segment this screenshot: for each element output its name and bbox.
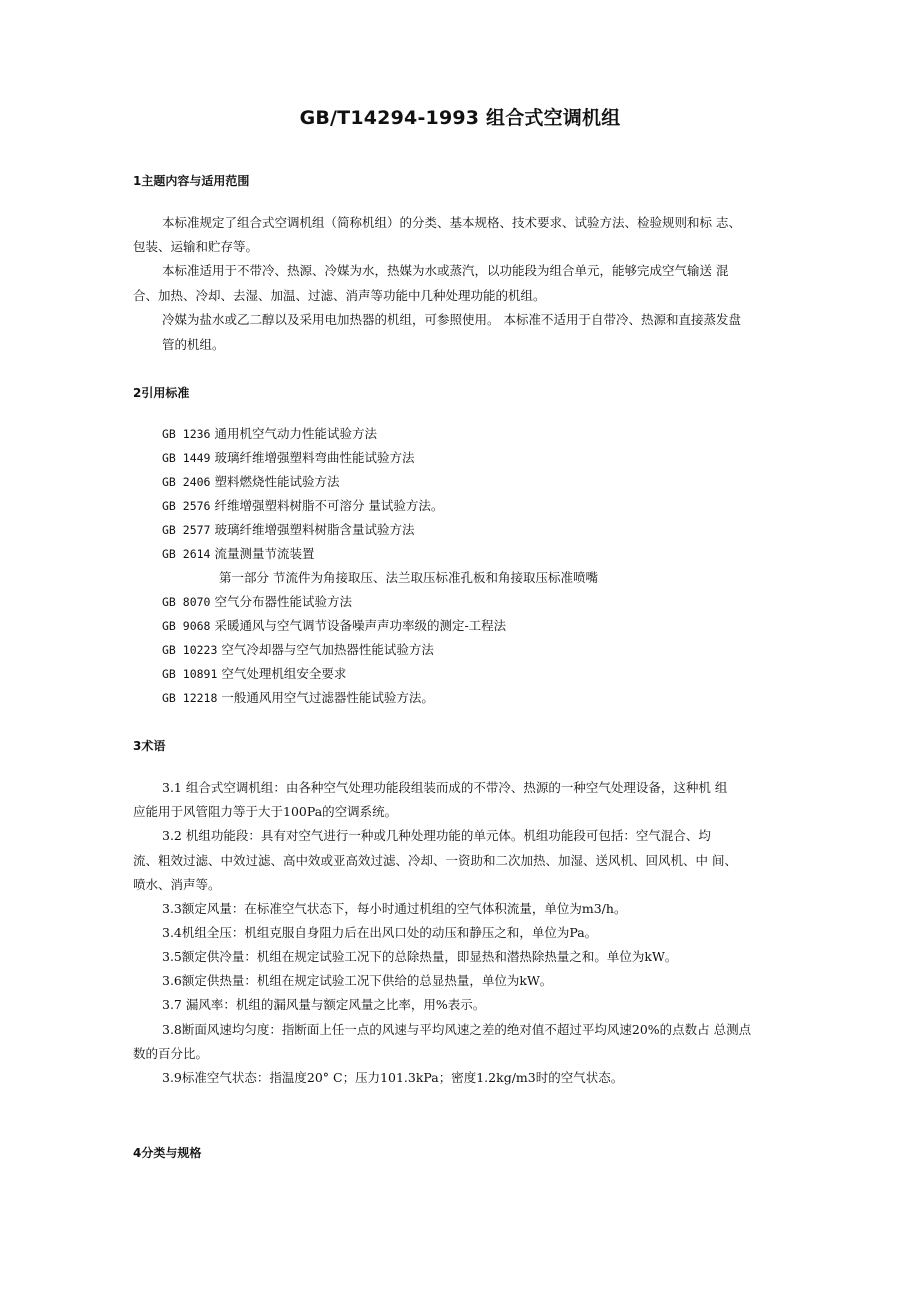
s3-line: 3.4机组全压：机组克服自身阻力后在出风口处的动压和静压之和，单位为Pa。	[162, 925, 598, 940]
reference-item: GB 2577 玻璃纤维增强塑料树脂含量试验方法	[162, 522, 415, 537]
reference-item: GB 9068 采暖通风与空气调节设备噪声声功率级的测定-工程法	[162, 618, 507, 633]
section-3-heading: 3术语	[133, 739, 166, 753]
s3-line: 数的百分比。	[133, 1046, 209, 1061]
reference-item: GB 1236 通用机空气动力性能试验方法	[162, 426, 377, 441]
reference-subitem: 第一部分 节流件为角接取压、法兰取压标准孔板和角接取压标准喷嘴	[219, 570, 598, 585]
s3-line: 喷水、消声等。	[133, 877, 221, 892]
s1-line: 本标准规定了组合式空调机组（简称机组）的分类、基本规格、技术要求、试验方法、检验规则和标 志、	[162, 215, 741, 230]
s1-line: 包装、运输和贮存等。	[133, 239, 259, 254]
s3-line: 应能用于风管阻力等于大于100Pa的空调系统。	[133, 804, 398, 819]
s3-line: 3.3额定风量：在标准空气状态下，每小时通过机组的空气体积流量，单位为m3/h。	[162, 901, 627, 916]
section-2-heading: 2引用标准	[133, 386, 190, 400]
reference-item: GB 8070 空气分布器性能试验方法	[162, 594, 352, 609]
s3-line: 3.6额定供热量：机组在规定试验工况下供给的总显热量，单位为kW。	[162, 973, 553, 988]
reference-item: GB 2614 流量测量节流装置	[162, 546, 315, 561]
reference-item: GB 2406 塑料燃烧性能试验方法	[162, 474, 340, 489]
s1-line: 冷媒为盐水或乙二醇以及采用电加热器的机组，可参照使用。 本标准不适用于自带冷、热源和直接蒸发盘	[162, 312, 741, 327]
s3-line: 流、粗效过滤、中效过滤、高中效或亚高效过滤、冷却、一资助和二次加热、加湿、送风机、回风机、中 间、	[133, 853, 737, 868]
document-title: GB/T14294-1993 组合式空调机组	[299, 107, 621, 129]
reference-item: GB 2576 纤维增强塑料树脂不可溶分 量试验方法。	[162, 498, 444, 513]
reference-item: GB 1449 玻璃纤维增强塑料弯曲性能试验方法	[162, 450, 415, 465]
s3-line: 3.7 漏风率：机组的漏风量与额定风量之比率，用%表示。	[162, 997, 486, 1012]
s3-line: 3.9标准空气状态：指温度20° C；压力101.3kPa；密度1.2kg/m3时的空气状态。	[162, 1070, 624, 1085]
s1-line: 合、加热、冷却、去湿、加温、过滤、消声等功能中几种处理功能的机组。	[133, 288, 546, 303]
s1-line: 管的机组。	[162, 337, 225, 352]
section-4-heading: 4分类与规格	[133, 1146, 202, 1160]
s3-line: 3.1 组合式空调机组：由各种空气处理功能段组装而成的不带冷、热源的一种空气处理设备，这种机 组	[162, 780, 728, 795]
s3-line: 3.2 机组功能段：具有对空气进行一种或几种处理功能的单元体。机组功能段可包括：空气混合、均	[162, 828, 711, 843]
reference-item: GB 10891 空气处理机组安全要求	[162, 666, 347, 681]
s1-line: 本标准适用于不带冷、热源、冷媒为水，热媒为水或蒸汽，以功能段为组合单元，能够完成空气输送 混	[162, 263, 729, 278]
s3-line: 3.5额定供冷量：机组在规定试验工况下的总除热量，即显热和潜热除热量之和。单位为kW。	[162, 949, 678, 964]
section-1-heading: 1主题内容与适用范围	[133, 174, 250, 188]
s3-line: 3.8断面风速均匀度：指断面上任一点的风速与平均风速之差的绝对值不超过平均风速20%的点数占 总测点	[162, 1022, 752, 1037]
reference-item: GB 10223 空气冷却器与空气加热器性能试验方法	[162, 642, 434, 657]
reference-item: GB 12218 一般通风用空气过滤器性能试验方法。	[162, 690, 434, 705]
